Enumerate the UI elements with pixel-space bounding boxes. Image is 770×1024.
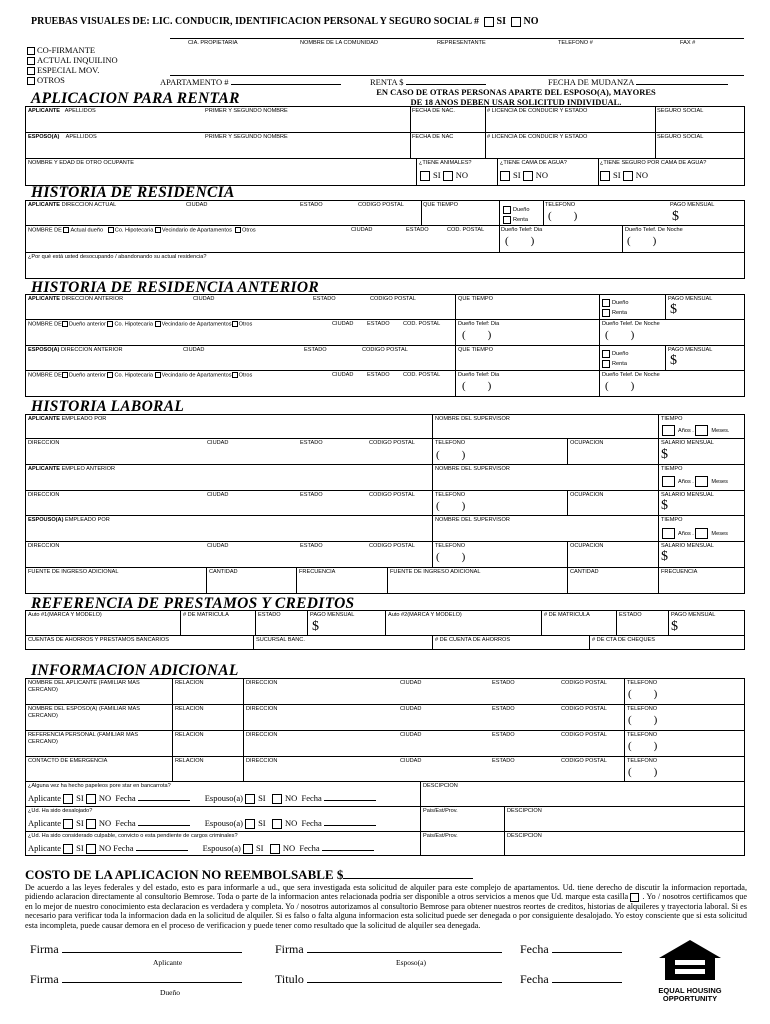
ant-nombre-de-row: NOMBRE DE Dueño anterior Co. Hipotecaria Vecindario de Apartamentos Otros xyxy=(28,321,253,328)
res-nombre-ciudad-label: CIUDAD xyxy=(351,227,373,233)
section-residencia: HISTORIA DE RESIDENCIA xyxy=(31,184,235,201)
lab-salario2-field[interactable]: $ xyxy=(661,498,668,513)
res-telefono-label: TELEFONO xyxy=(545,202,576,208)
ant-esposo-dueno-checkbox[interactable] xyxy=(602,350,610,358)
lab-tiempo3-label: TIEMPO xyxy=(661,517,683,523)
auto2-pago-field[interactable]: $ xyxy=(671,619,678,634)
section-aplicacion: APLICACION PARA RENTAR xyxy=(31,90,240,107)
esposo-fecha-nac-label: FECHA DE NAC xyxy=(412,134,454,140)
logo-line1: EQUAL HOUSING xyxy=(658,986,722,995)
titulo-field[interactable]: Titulo xyxy=(275,972,502,987)
ant-esposo-tiempo-label: QUE TIEMPO xyxy=(458,347,494,353)
lab-tiempo2-options: Años . Meses xyxy=(662,476,728,487)
especial-mov-checkbox[interactable] xyxy=(27,67,35,75)
ant2-vecindario-checkbox[interactable] xyxy=(155,372,161,378)
lab-estado3-label: ESTADO xyxy=(300,543,323,549)
adic-direccion1-label: DIRECCION xyxy=(246,680,278,686)
adic-telefono4-field[interactable]: ( ) xyxy=(628,766,658,778)
firma-aplicante[interactable]: Firma xyxy=(30,942,242,957)
q1-aplicante-si-checkbox[interactable] xyxy=(63,794,73,804)
ant-vecindario-checkbox[interactable] xyxy=(155,321,161,327)
adic-relacion4-label: RELACION xyxy=(175,758,204,764)
adic-telefono3-label: TELEFONO xyxy=(627,732,658,738)
lab-cantidad-label: CANTIDAD xyxy=(209,569,238,575)
animales-no-checkbox[interactable] xyxy=(443,171,453,181)
ant-esposo-pago-field[interactable]: $ xyxy=(670,353,677,368)
animales-label: ¿TIENE ANIMALES? xyxy=(419,160,472,166)
q2-answer-row: Aplicante SI NO Fecha Espouso(a) SI NO Fecha xyxy=(28,818,376,829)
res-nombre-estado-label: ESTADO xyxy=(406,227,429,233)
ant2-estado-label: ESTADO xyxy=(367,372,390,378)
cama-agua-label: ¿TIENE CAMA DE AGUA? xyxy=(500,160,567,166)
ant-nombre-estado-label: ESTADO xyxy=(367,321,390,327)
q3-espouso-no-checkbox[interactable] xyxy=(270,844,280,854)
ant-pago-label: PAGO MENSUAL xyxy=(668,296,713,302)
lab-salario-label: SALARIO MENSUAL xyxy=(661,440,714,446)
ant-esposo-tenure: Dueño Renta xyxy=(602,349,628,369)
lab-supervisor2-label: NOMBRE DEL SUPERVISOR xyxy=(435,466,510,472)
q3-answer-row: Aplicante SI NO Fecha Espouso(a) SI NO Fecha xyxy=(28,843,374,854)
cofirmante-checkbox[interactable] xyxy=(27,47,35,55)
lab-tiempo2-label: TIEMPO xyxy=(661,466,683,472)
section-residencia-anterior: HISTORIA DE RESIDENCIA ANTERIOR xyxy=(31,279,319,296)
adic-row1-label: NOMBRE DEL APLICANTE (FAMILIAR MAS CERCANO) xyxy=(28,680,140,693)
cta-cheques-label: # DE CTA DE CHEQUES xyxy=(592,637,655,643)
q-bancarrota-label: ¿Alguna vez ha hecho papeleos pore star en bancarrota? xyxy=(28,783,171,789)
adic-row2-label: NOMBRE DEL ESPOSO(A) (FAMILIAR MAS CERCANO) xyxy=(28,706,140,719)
lab-meses3-box[interactable] xyxy=(695,528,708,539)
section-prestamos: REFERENCIA DE PRESTAMOS Y CREDITOS xyxy=(31,595,355,612)
adic-cp4-label: CODIGO POSTAL xyxy=(561,758,607,764)
lab-cantidad2-label: CANTIDAD xyxy=(570,569,599,575)
lab-salario2-label: SALARIO MENSUAL xyxy=(661,492,714,498)
house-icon xyxy=(655,938,725,982)
actual-dueno-checkbox[interactable] xyxy=(63,227,69,233)
lab-salario3-label: SALARIO MENSUAL xyxy=(661,543,714,549)
q3-aplicante-no-checkbox[interactable] xyxy=(86,844,96,854)
ant-ciudad-label: CIUDAD xyxy=(193,296,215,302)
lab-meses2-box[interactable] xyxy=(695,476,708,487)
id-no-checkbox[interactable] xyxy=(511,17,521,27)
seguro-cama-si-checkbox[interactable] xyxy=(600,171,610,181)
seguro-cama-label: ¿TIENE SEGURO POR CAMA DE AGUA? xyxy=(600,160,707,166)
adic-estado3-label: ESTADO xyxy=(492,732,515,738)
costo-paragraph: De acuerdo a las leyes federales y del estado, esto es para informarle a ud., que sera investigada esta solicitud de alquiler para este complejo de apartamentos. Ud. tiene derecho de discutir la informacion reportada, pidiendo aclaracion directamente al consultorio Bemrose. Toda o parte de la informacion antes relacionada podria ser disponible a otros servicios a menos que Ud. marque esta casilla . Yo / nosotros certificamos que en lo mejor de nuestro conocimiento esta declaracion es verdadera y completa. Yo / nosotros autorizamos al consultorio Bemrose para obtener nuestros reortes de creditos, historias de alquileres y trayectoria laboral. Si es necesario para verificar toda la informacion dada en la solicitud de alquiler. Si es falso o falta alguna informacion esta solicitud puede ser denegada o por consiguiente desalojado. Yo estoy consciente que si esta solicitud esta incompleta, puede causar demora en el proceso de verificacion y puede tener como resultado que la solicitud de alquiler sea denegada. xyxy=(25,883,747,930)
lab-cp-label: CODIGO POSTAL xyxy=(369,440,415,446)
lab-anos-box[interactable] xyxy=(662,425,675,436)
q-desalojado-label: ¿Ud. Ha sido desalojado? xyxy=(28,808,93,814)
res-estado-label: ESTADO xyxy=(300,202,323,208)
notice: EN CASO DE OTRAS PERSONAS APARTE DEL ESPOSO(A), MAYORES DE 18 ANOS DEBEN USAR SOLICITUD INDIVIDUAL. xyxy=(376,87,656,107)
ant2-co-hipotecaria-checkbox[interactable] xyxy=(107,372,113,378)
fecha-nac-label: FECHA DE NAC. xyxy=(412,108,455,114)
ant-dueno-dia-field[interactable]: ( ) xyxy=(462,329,492,341)
res-tiempo-label: QUE TIEMPO xyxy=(423,202,459,208)
otros-res-checkbox[interactable] xyxy=(235,227,241,233)
lab-direccion2-label: DIRECCION xyxy=(28,492,60,498)
lab-ciudad2-label: CIUDAD xyxy=(207,492,229,498)
q2-aplicante-si-checkbox[interactable] xyxy=(63,819,73,829)
lab-aplicante-label: APLICANTE EMPLEADO POR xyxy=(28,416,107,422)
adic-relacion3-label: RELACION xyxy=(175,732,204,738)
section-laboral: HISTORIA LABORAL xyxy=(31,398,185,415)
res-nombre-cp-label: COD. POSTAL xyxy=(447,227,485,233)
lab-direccion3-label: DIRECCION xyxy=(28,543,60,549)
auto1-label: Auto #1(MARCA Y MODELO) xyxy=(28,612,102,618)
auto2-pago-label: PAGO MENSUAL xyxy=(671,612,716,618)
res-pago-label: PAGO MENSUAL xyxy=(670,202,715,208)
ant-aplicante-direccion-label: APLICANTE DIRECCION ANTERIOR xyxy=(28,296,124,302)
esposo-licencia-label: # LICENCIA DE CONDUCIR Y ESTADO xyxy=(487,134,588,140)
lab-frecuencia2-label: FRECUENCIA xyxy=(661,569,698,575)
lab-ocupacion3-label: OCUPACION xyxy=(570,543,604,549)
disclosure-checkbox[interactable] xyxy=(630,893,639,902)
ant-esposo-cp-label: CODIGO POSTAL xyxy=(362,347,408,353)
res-porque-label: ¿Por qué está usted desocupando / abandonando su actual residencia? xyxy=(28,254,207,260)
ant-esposo-ciudad-label: CIUDAD xyxy=(183,347,205,353)
adic-estado1-label: ESTADO xyxy=(492,680,515,686)
actual-inquilino-checkbox[interactable] xyxy=(27,57,35,65)
lab-fuente2-label: FUENTE DE INGRESO ADICIONAL xyxy=(390,569,481,575)
firma-dueno-caption: Dueño xyxy=(160,988,180,997)
lab-anos2-box[interactable] xyxy=(662,476,675,487)
ant-esposo-direccion-label: ESPOSO(A) DIRECCION ANTERIOR xyxy=(28,347,123,353)
lab-estado-label: ESTADO xyxy=(300,440,323,446)
lab-tiempo3-options: Años . Meses xyxy=(662,528,728,539)
lab-telefono3-field[interactable]: ( ) xyxy=(436,551,466,563)
lab-telefono-label: TELEFONO xyxy=(435,440,466,446)
ant-dueno-noche-label: Dueño Telef. De Noche xyxy=(602,321,660,327)
res-dueno-dia-label: Dueño Telef: Dia xyxy=(501,227,543,233)
res-ciudad-label: CIUDAD xyxy=(186,202,208,208)
primer-nombre-label: PRIMER Y SEGUNDO NOMBRE xyxy=(205,108,288,114)
adic-cp3-label: CODIGO POSTAL xyxy=(561,732,607,738)
fecha-firma2[interactable]: Fecha xyxy=(520,972,622,987)
q2-descripcion-label: DESCIPCION xyxy=(507,808,542,814)
telefono-label: TELEFONO # xyxy=(558,40,593,46)
firma-aplicante-caption: Aplicante xyxy=(153,958,183,967)
cama-no-checkbox[interactable] xyxy=(523,171,533,181)
lab-telefono-field[interactable]: ( ) xyxy=(436,449,466,461)
adic-telefono2-field[interactable]: ( ) xyxy=(628,714,658,726)
lab-cp3-label: CODIGO POSTAL xyxy=(369,543,415,549)
adic-estado2-label: ESTADO xyxy=(492,706,515,712)
lab-empleo-anterior-label: APLICANTE EMPLEO ANTERIOR xyxy=(28,466,116,472)
ant-nombre-cp-label: COD. POSTAL xyxy=(403,321,441,327)
res-dueno-noche-label: Dueño Telef. De Noche xyxy=(625,227,683,233)
id-si-checkbox[interactable] xyxy=(484,17,494,27)
q1-answer-row: Aplicante SI NO Fecha Espouso(a) SI NO Fecha xyxy=(28,793,376,804)
res-cp-label: CODIGO POSTAL xyxy=(358,202,404,208)
ant-cp-label: CODIGO POSTAL xyxy=(370,296,416,302)
ant2-dueno-dia-label: Dueño Telef: Dia xyxy=(458,372,500,378)
ant-renta-checkbox[interactable] xyxy=(602,309,610,317)
fecha-firma1[interactable]: Fecha xyxy=(520,942,622,957)
cama-si-checkbox[interactable] xyxy=(500,171,510,181)
cuentas-label: CUENTAS DE AHORROS Y PRESTAMOS BANCARIOS xyxy=(28,637,170,643)
animales-si-checkbox[interactable] xyxy=(420,171,430,181)
adic-row4-label: CONTACTO DE EMERGENCIA xyxy=(28,758,108,764)
auto2-estado-label: ESTADO xyxy=(619,612,642,618)
ant-dueno-dia-label: Dueño Telef: Dia xyxy=(458,321,500,327)
adic-cp1-label: CODIGO POSTAL xyxy=(561,680,607,686)
ant-esposo-renta-checkbox[interactable] xyxy=(602,360,610,368)
q3-espouso-si-checkbox[interactable] xyxy=(243,844,253,854)
lab-telefono2-label: TELEFONO xyxy=(435,492,466,498)
lab-direccion-label: DIRECCION xyxy=(28,440,60,446)
q1-espouso-no-checkbox[interactable] xyxy=(272,794,282,804)
adic-direccion3-label: DIRECCION xyxy=(246,732,278,738)
lab-ciudad-label: CIUDAD xyxy=(207,440,229,446)
logo-line2: OPPORTUNITY xyxy=(662,994,718,1003)
q3-descripcion-label: DESCIPCION xyxy=(507,833,542,839)
seguro-cama-no-checkbox[interactable] xyxy=(623,171,633,181)
q1-aplicante-no-checkbox[interactable] xyxy=(86,794,96,804)
esposo-seguro-label: SEGURO SOCIAL xyxy=(657,134,704,140)
ant-dueno-checkbox[interactable] xyxy=(602,299,610,307)
auto2-matricula-label: # DE MATRICULA xyxy=(544,612,590,618)
res-dueno-checkbox[interactable] xyxy=(503,206,511,214)
lab-ciudad3-label: CIUDAD xyxy=(207,543,229,549)
lab-supervisor3-label: NOMBRE DEL SUPERVISOR xyxy=(435,517,510,523)
auto2-label: Auto #2(MARCA Y MODELO) xyxy=(388,612,462,618)
ant-esposo-nombre-de-row: NOMBRE DE Dueño anterior Co. Hipotecaria Vecindario de Apartamentos Otros xyxy=(28,372,253,379)
ant-dueno-noche-field[interactable]: ( ) xyxy=(605,329,635,341)
ant2-dueno-anterior-checkbox[interactable] xyxy=(62,372,68,378)
auto1-matricula-label: # DE MATRICULA xyxy=(183,612,229,618)
ant-pago-field[interactable]: $ xyxy=(670,302,677,317)
lab-salario3-field[interactable]: $ xyxy=(661,549,668,564)
lab-supervisor-label: NOMBRE DEL SUPERVISOR xyxy=(435,416,510,422)
auto1-pago-label: PAGO MENSUAL xyxy=(310,612,355,618)
licencia-label: # LICENCIA DE CONDUCIR Y ESTADO xyxy=(487,108,588,114)
lab-frecuencia-label: FRECUENCIA xyxy=(299,569,336,575)
lab-telefono3-label: TELEFONO xyxy=(435,543,466,549)
res-telefono-field[interactable]: ( ) xyxy=(548,210,578,222)
cuenta-ahorros-label: # DE CUENTA DE AHORROS xyxy=(435,637,511,643)
res-nombre-de-row: NOMBRE DE Actual dueño Co. Hipotecaria Vecindario de Apartamentos Otros xyxy=(28,227,256,234)
adic-direccion4-label: DIRECCION xyxy=(246,758,278,764)
adic-relacion1-label: RELACION xyxy=(175,680,204,686)
q1-espouso-si-checkbox[interactable] xyxy=(245,794,255,804)
comunidad-label: NOMBRE DE LA COMUNIDAD xyxy=(300,40,379,46)
section-adicional: INFORMACION ADICIONAL xyxy=(31,662,239,679)
fecha-mudanza-field[interactable]: FECHA DE MUDANZA xyxy=(548,77,728,87)
renta-field[interactable]: RENTA $ xyxy=(370,77,486,87)
ant-tenure: Dueño Renta xyxy=(602,298,628,318)
otros-checkbox[interactable] xyxy=(27,77,35,85)
res-dueno-dia-field[interactable]: ( ) xyxy=(505,235,535,247)
lab-fuente-label: FUENTE DE INGRESO ADICIONAL xyxy=(28,569,119,575)
ant-esposo-estado-label: ESTADO xyxy=(304,347,327,353)
costo-title: COSTO DE LA APLICACION NO REEMBOLSABLE $ xyxy=(25,867,473,883)
sucursal-label: SUCURSAL BANC. xyxy=(256,637,305,643)
esposo-apellidos-label: ESPOSO(A) APELLIDOS xyxy=(28,134,97,140)
firma-esposo[interactable]: Firma xyxy=(275,942,502,957)
co-hipotecaria-checkbox[interactable] xyxy=(108,227,114,233)
adic-telefono3-field[interactable]: ( ) xyxy=(628,740,658,752)
firma-dueno[interactable]: Firma xyxy=(30,972,242,987)
adic-cp2-label: CODIGO POSTAL xyxy=(561,706,607,712)
res-tenure: Dueño Renta xyxy=(503,205,529,225)
aplicante-direccion-actual-label: APLICANTE DIRECCION ACTUAL xyxy=(28,202,117,208)
q3-aplicante-si-checkbox[interactable] xyxy=(63,844,73,854)
q2-pais-label: Pais/Est/Prov. xyxy=(423,808,458,814)
cia-propietaria-label: CIA. PROPIETARIA xyxy=(188,40,238,46)
applicant-type-list: CO-FIRMANTE ACTUAL INQUILINO ESPECIAL MOV. OTROS xyxy=(27,45,118,85)
lab-anos3-box[interactable] xyxy=(662,528,675,539)
ant2-otros-checkbox[interactable] xyxy=(232,372,238,378)
ant-tiempo-label: QUE TIEMPO xyxy=(458,296,494,302)
ant-estado-label: ESTADO xyxy=(313,296,336,302)
lab-estado2-label: ESTADO xyxy=(300,492,323,498)
adic-telefono2-label: TELEFONO xyxy=(627,706,658,712)
cama-agua-options: SI NO xyxy=(500,170,548,181)
lab-meses-box[interactable] xyxy=(695,425,708,436)
lab-cp2-label: CODIGO POSTAL xyxy=(369,492,415,498)
adic-ciudad1-label: CIUDAD xyxy=(400,680,422,686)
adic-telefono4-label: TELEFONO xyxy=(627,758,658,764)
representante-label: REPRESENTANTE xyxy=(437,40,486,46)
vecindario-checkbox[interactable] xyxy=(155,227,161,233)
lab-ocupacion-label: OCUPACION xyxy=(570,440,604,446)
lab-salario-field[interactable]: $ xyxy=(661,447,668,462)
adic-telefono1-label: TELEFONO xyxy=(627,680,658,686)
adic-row3-label: REFERENCIA PERSONAL (FAMILIAR MAS CERCANO) xyxy=(28,732,139,745)
ant-nombre-ciudad-label: CIUDAD xyxy=(332,321,354,327)
adic-ciudad2-label: CIUDAD xyxy=(400,706,422,712)
ant-dueno-anterior-checkbox[interactable] xyxy=(62,321,68,327)
q2-aplicante-no-checkbox[interactable] xyxy=(86,819,96,829)
q2-espouso-si-checkbox[interactable] xyxy=(245,819,255,829)
adic-estado4-label: ESTADO xyxy=(492,758,515,764)
auto1-pago-field[interactable]: $ xyxy=(312,619,319,634)
seguro-cama-options: SI NO xyxy=(600,170,648,181)
fax-label: FAX # xyxy=(680,40,696,46)
auto1-estado-label: ESTADO xyxy=(258,612,281,618)
firma-esposo-caption: Esposo(a) xyxy=(396,958,426,967)
lab-tiempo-label: TIEMPO xyxy=(661,416,683,422)
res-renta-checkbox[interactable] xyxy=(503,216,511,224)
q2-espouso-no-checkbox[interactable] xyxy=(272,819,282,829)
ant2-dueno-noche-field[interactable]: ( ) xyxy=(605,380,635,392)
aplicante-apellidos-label: APLICANTE APELLIDOS xyxy=(28,108,96,114)
ant2-dueno-noche-label: Dueño Telef. De Noche xyxy=(602,372,660,378)
res-dueno-noche-field[interactable]: ( ) xyxy=(627,235,657,247)
lab-telefono2-field[interactable]: ( ) xyxy=(436,500,466,512)
seguro-social-label: SEGURO SOCIAL xyxy=(657,108,704,114)
ant2-ciudad-label: CIUDAD xyxy=(332,372,354,378)
q3-pais-label: Pais/Est/Prov. xyxy=(423,833,458,839)
ant-otros-checkbox[interactable] xyxy=(232,321,238,327)
q1-descripcion-label: DESCIPCION xyxy=(423,783,458,789)
lab-tiempo-options: Años . Meses. xyxy=(662,425,729,436)
ant2-dueno-dia-field[interactable]: ( ) xyxy=(462,380,492,392)
adic-relacion2-label: RELACION xyxy=(175,706,204,712)
ant-esposo-pago-label: PAGO MENSUAL xyxy=(668,347,713,353)
ant2-cp-label: COD. POSTAL xyxy=(403,372,441,378)
equal-housing-logo xyxy=(655,938,725,1003)
adic-ciudad3-label: CIUDAD xyxy=(400,732,422,738)
esposo-primer-nombre-label: PRIMER Y SEGUNDO NOMBRE xyxy=(205,134,288,140)
adic-ciudad4-label: CIUDAD xyxy=(400,758,422,764)
apartamento-field[interactable]: APARTAMENTO # xyxy=(160,77,341,87)
page-title: PRUEBAS VISUALES DE: LIC. CONDUCIR, IDENTIFICACION PERSONAL Y SEGURO SOCIAL # SI NO xyxy=(31,16,539,27)
lab-ocupacion2-label: OCUPACION xyxy=(570,492,604,498)
lab-espouso-label: ESPOUSO(A) EMPLEADO POR xyxy=(28,517,110,523)
otro-ocupante-label: NOMBRE Y EDAD DE OTRO OCUPANTE xyxy=(28,160,134,166)
adic-telefono1-field[interactable]: ( ) xyxy=(628,688,658,700)
res-pago-field[interactable]: $ xyxy=(672,209,679,224)
animales-options: SI NO xyxy=(420,170,468,181)
q-criminales-label: ¿Ud. Ha sido considerado culpable, convicto o esta pendiente de cargos criminales? xyxy=(28,833,238,839)
adic-direccion2-label: DIRECCION xyxy=(246,706,278,712)
ant-co-hipotecaria-checkbox[interactable] xyxy=(107,321,113,327)
